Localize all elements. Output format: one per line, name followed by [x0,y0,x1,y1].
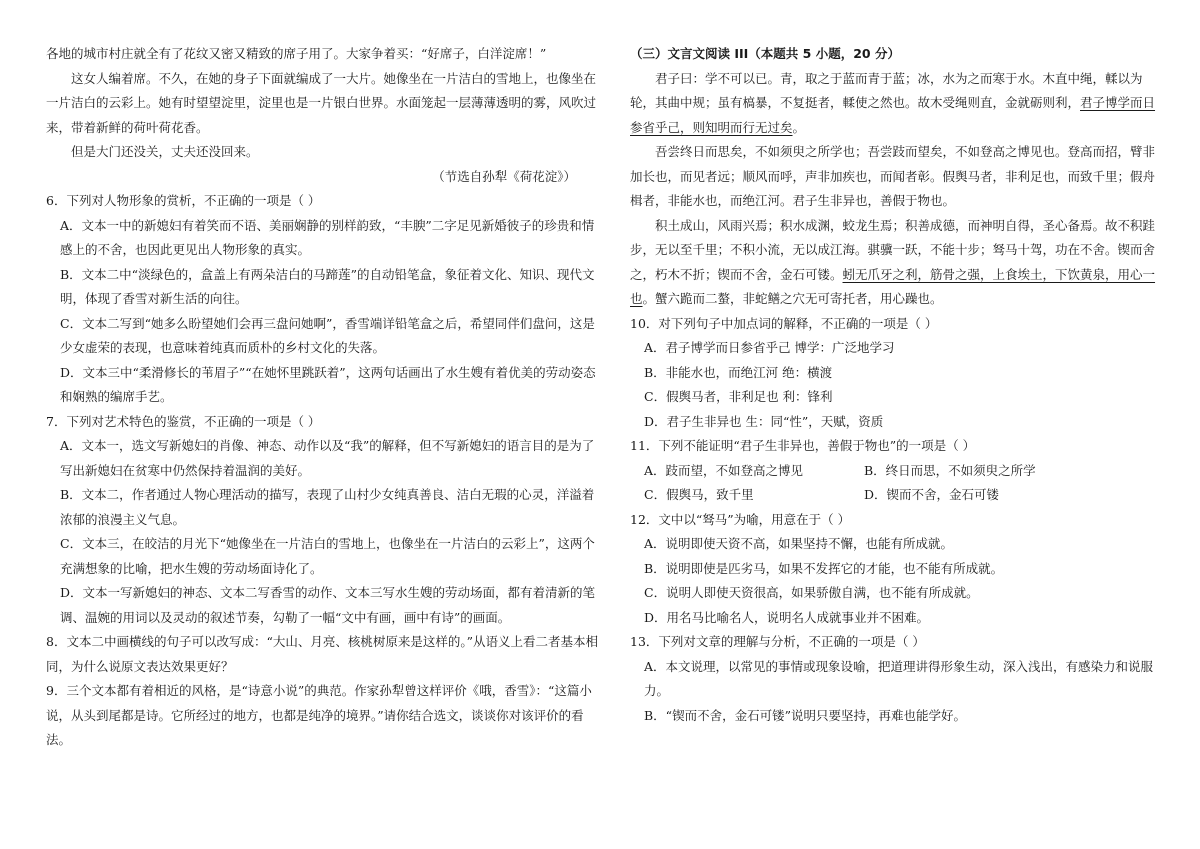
underlined-sentence: 君子博学而日参省乎己，则知明而行无过矣 [630,95,1156,135]
question-10 [630,312,1166,435]
option-d: D．锲而不舍，金石可镂 [864,487,1000,502]
option-b: B．文本二，作者通过人物心理活动的描写，表现了山村少女纯真善良、洁白无瑕的心灵，洋溢着浓郁的浪漫主义气息。 [60,487,595,527]
option-c: C．文本二写到“她多么盼望她们会再三盘问她啊”，香雪端详铅笔盒之后，希望同伴们盘问，这是少女虚荣的表现，也意味着纯真而质朴的乡村文化的失落。 [60,315,595,355]
option-d: D．文本三中“柔滑修长的苇眉子”“在她怀里跳跃着”，这两句话画出了水生嫂有着优美的劳动姿态和娴熟的编席手艺。 [60,364,596,404]
option-c: C．假舆马者，非利足也 利：锋利 [644,389,833,404]
story-paragraph-1: 各地的城市村庄就全有了花纹又密又精致的席子用了。大家争着买：“好席子，白洋淀席！” [46,46,547,61]
option-b: B．文本二中“淡绿色的，盒盖上有两朵洁白的马蹄莲”的自动铅笔盒，象征着文化、知识、现代文明，体现了香雪对新生活的向往。 [60,266,595,306]
option-c: C．说明人即使天资很高，如果骄傲自满，也不能有所成就。 [644,585,979,600]
option-c: C．文本三，在皎洁的月光下“她像坐在一片洁白的雪地上，也像坐在一片洁白的云彩上”，这两个充满想象的比喻，把水生嫂的劳动场面诗化了。 [60,536,595,576]
question-stem: 10．对下列句子中加点词的解释，不正确的一项是（ ） [630,315,938,331]
options-row-2 [630,483,1166,508]
paragraph-text: 。 [792,119,806,135]
question-7 [46,410,606,631]
story-paragraph-3: 但是大门还没关，丈夫还没回来。 [71,144,259,159]
left-column [46,42,606,753]
option-a: A．君子博学而日参省乎己 博学：广泛地学习 [644,340,895,355]
option-a: A．说明即使天资不高，如果坚持不懈，也能有所成就。 [644,536,954,551]
option-b: B．终日而思，不如须臾之所学 [864,462,1036,478]
option-b: B．非能水也，而绝江河 绝：横渡 [644,364,833,380]
option-d: D．用名马比喻名人，说明名人成就事业并不困难。 [644,609,930,625]
question-11 [630,434,1166,508]
option-a: A．本文说理，以常见的事情或现象设喻，把道理讲得形象生动，深入浅出，有感染力和说服力。 [644,658,1154,698]
options-row-1 [630,459,1166,484]
story-paragraph-2: 这女人编着席。不久，在她的身子下面就编成了一大片。她像坐在一片洁白的雪地上，也像坐在一片洁白的云彩上。她有时望望淀里，淀里也是一片银白世界。水面笼起一层薄薄透明的雾，风吹过来，带着新鲜的荷叶荷花香。 [46,70,597,135]
question-9: 9．三个文本都有着相近的风格，是“诗意小说”的典范。作家孙犁曾这样评价《哦，香雪》：“这篇小说，从头到尾都是诗。它所经过的地方，也都是纯净的境界。”请你结合选文，谈谈你对该评价的看法。 [46,683,592,747]
option-d: D．君子生非异也 生：同“性”，天赋，资质 [644,413,884,429]
source-credit: （节选自孙犁《荷花淀》） [432,168,576,184]
question-stem: 11．下列不能证明“君子生非异也，善假于物也”的一项是（ ） [630,438,976,453]
paragraph-text: 君子曰：学不可以已。青，取之于蓝而青于蓝；冰，水为之而寒于水。木直中绳，輮以为轮，其曲中规；虽有槁暴，不复挺者，輮使之然也。故木受绳则直，金就砺则利， [630,70,1143,110]
right-column [630,42,1166,728]
question-13 [630,630,1166,728]
option-c: C．假舆马，致千里 [644,487,754,502]
question-stem: 13．下列对文章的理解与分析，不正确的一项是（ ） [630,634,925,649]
question-stem: 12．文中以“驽马”为喻，用意在于（ ） [630,511,851,527]
classical-paragraph-1 [630,67,1166,141]
classical-paragraph-3 [630,214,1166,312]
underlined-sentence: 蚓无爪牙之利，筋骨之强，上食埃土，下饮黄泉，用心一也 [630,266,1156,306]
section-heading: （三）文言文阅读 III（本题共 5 小题，20 分） [630,46,900,61]
option-b: B．“锲而不舍，金石可镂”说明只要坚持，再难也能学好。 [644,707,966,723]
question-12 [630,508,1166,631]
question-6 [46,189,606,410]
question-stem: 7．下列对艺术特色的鉴赏，不正确的一项是（ ） [46,413,321,429]
option-a: A．文本一中的新媳妇有着笑而不语、美丽娴静的别样韵致，“丰腴”二字足见新婚彼子的珍贵和情感上的不舍，也因此更见出人物形象的真实。 [60,217,595,257]
classical-paragraph-2: 吾尝终日而思矣，不如须臾之所学也；吾尝跂而望矣，不如登高之博见也。登高而招，臂非加长也，而见者远；顺风而呼，声非加疾也，而闻者彰。假舆马者，非利足也，而致千里；假舟楫者，非能水也，而绝江河。君子生非异也，善假于物也。 [630,144,1156,208]
option-a: A．跂而望，不如登高之博见 [644,462,804,478]
question-8: 8．文本二中画横线的句子可以改写成：“大山、月亮、核桃树原来是这样的。”从语义上看二者基本相同，为什么说原文表达效果更好？ [46,634,598,674]
paragraph-text: 。蟹六跪而二螯，非蛇鳝之穴无可寄托者，用心躁也。 [642,291,943,306]
option-b: B．说明即使是匹劣马，如果不发挥它的才能，也不能有所成就。 [644,560,1004,576]
question-stem: 6．下列对人物形象的赏析，不正确的一项是（ ） [46,193,321,208]
option-d: D．文本一写新媳妇的神态、文本二写香雪的动作、文本三写水生嫂的劳动场面，都有着清新的笔调、温婉的用词以及灵动的叙述节奏，勾勒了一幅“文中有画，画中有诗”的画面。 [60,585,596,625]
option-a: A．文本一，选文写新媳妇的肖像、神态、动作以及“我”的解释，但不写新媳妇的语言目的是为了写出新媳妇在贫寒中仍然保持着温润的美好。 [60,438,595,478]
paragraph-text: 积土成山，风雨兴焉；积水成渊，蛟龙生焉；积善成德，而神明自得，圣心备焉。故不积跬步，无以至千里；不积小流，无以成江海。骐骥一跃，不能十步；驽马十驾，功在不舍。锲而舍之，朽木不折；锲而不舍，金石可镂。 [630,217,1156,282]
